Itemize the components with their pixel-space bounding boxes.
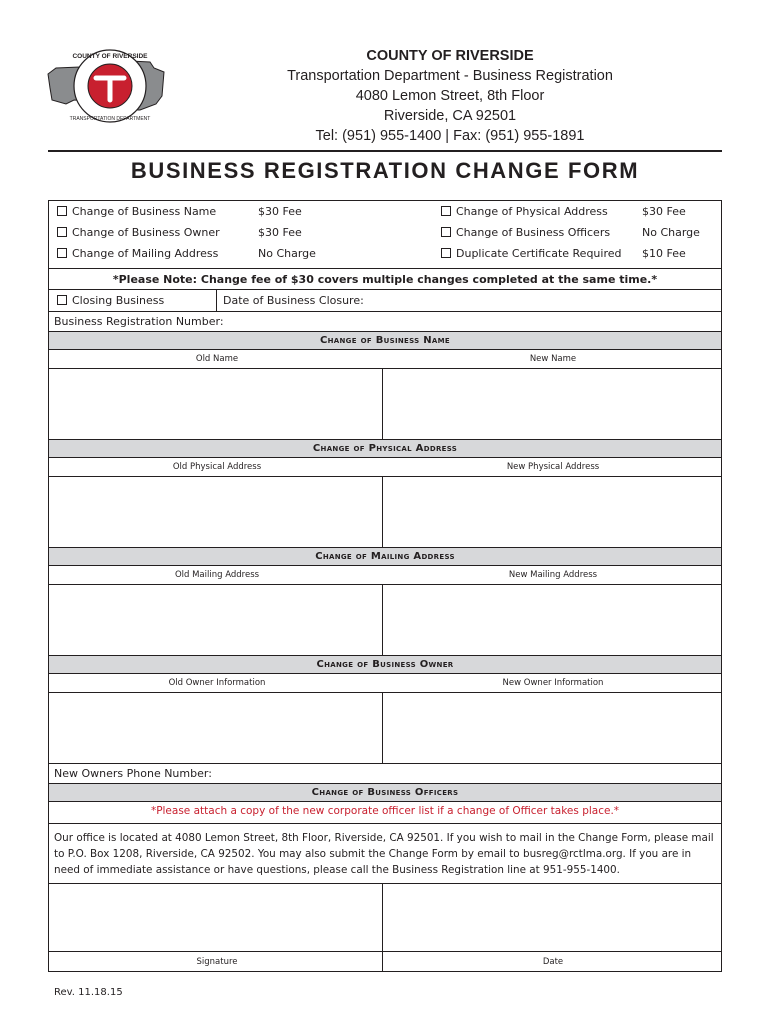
checkbox-icon[interactable] bbox=[57, 295, 67, 305]
department-name: Transportation Department - Business Registration bbox=[287, 68, 613, 84]
signature-label: Signature bbox=[196, 957, 238, 967]
agency-name: COUNTY OF RIVERSIDE bbox=[366, 48, 534, 64]
checkbox-icon[interactable] bbox=[441, 206, 451, 216]
section-business-owner bbox=[49, 655, 721, 674]
checkbox-icon[interactable] bbox=[57, 206, 67, 216]
option-duplicate-certificate[interactable] bbox=[441, 247, 622, 260]
officer-note: *Please attach a copy of the new corporate officer list if a change of Officer takes place.* bbox=[150, 805, 620, 817]
section-title: Change of Physical Address bbox=[312, 443, 458, 454]
owner-field-divider bbox=[382, 692, 383, 763]
fee-mailing-address: No Charge bbox=[258, 247, 316, 260]
option-label: Duplicate Certificate Required bbox=[456, 247, 622, 260]
revision-label: Rev. 11.18.15 bbox=[54, 987, 123, 998]
checkbox-icon[interactable] bbox=[57, 248, 67, 258]
section-business-name bbox=[49, 331, 721, 350]
section-mailing-address bbox=[49, 547, 721, 566]
mailing-instructions: Our office is located at 4080 Lemon Street, 8th Floor, Riverside, CA 92501. If you wish to mail in the Change Form, please mail to P.O. Box 1208, Riverside, CA 92502. You may also submit the Change Form by email to busreg@rctlma.org. If you are in need of immediate assistance or have questions, please call the Business Registration line at 951-955-1400. bbox=[54, 832, 714, 876]
option-business-name[interactable] bbox=[57, 205, 216, 218]
new-physical-label: New Physical Address bbox=[506, 462, 600, 472]
checkbox-icon[interactable] bbox=[441, 227, 451, 237]
section-business-officers bbox=[49, 783, 721, 802]
form-box bbox=[48, 200, 722, 972]
registration-number-label: Business Registration Number: bbox=[54, 315, 224, 328]
seal-text-bottom: TRANSPORTATION DEPARTMENT bbox=[69, 116, 151, 122]
new-name-label: New Name bbox=[529, 354, 577, 364]
option-business-officers[interactable] bbox=[441, 226, 610, 239]
option-physical-address[interactable] bbox=[441, 205, 608, 218]
contact-line: Tel: (951) 955-1400 | Fax: (951) 955-1891 bbox=[315, 128, 585, 144]
new-mailing-label: New Mailing Address bbox=[508, 570, 598, 580]
county-seal-logo bbox=[46, 44, 168, 128]
name-field-divider bbox=[382, 368, 383, 439]
option-label: Change of Physical Address bbox=[456, 205, 608, 218]
fee-note: *Please Note: Change fee of $30 covers multiple changes completed at the same time.* bbox=[112, 273, 658, 286]
fee-business-name: $30 Fee bbox=[258, 205, 302, 218]
fee-business-owner: $30 Fee bbox=[258, 226, 302, 239]
section-title: Change of Business Owner bbox=[316, 659, 454, 670]
header-rule bbox=[48, 150, 722, 152]
option-label: Change of Mailing Address bbox=[72, 247, 219, 260]
new-owner-label: New Owner Information bbox=[502, 678, 604, 688]
option-label: Change of Business Officers bbox=[456, 226, 611, 239]
option-label: Change of Business Owner bbox=[72, 226, 220, 239]
old-owner-label: Old Owner Information bbox=[168, 678, 266, 688]
date-label: Date bbox=[542, 957, 564, 967]
section-title: Change of Business Name bbox=[320, 335, 450, 346]
closing-business-option[interactable] bbox=[57, 294, 164, 307]
closure-date-label: Date of Business Closure: bbox=[223, 294, 364, 307]
section-physical-address bbox=[49, 439, 721, 458]
closing-business-label: Closing Business bbox=[72, 294, 165, 307]
section-title: Change of Mailing Address bbox=[315, 551, 455, 562]
checkbox-icon[interactable] bbox=[441, 248, 451, 258]
fee-duplicate-certificate: $10 Fee bbox=[642, 247, 686, 260]
form-title: BUSINESS REGISTRATION CHANGE FORM bbox=[130, 158, 640, 183]
old-physical-label: Old Physical Address bbox=[172, 462, 262, 472]
section-title: Change of Business Officers bbox=[311, 787, 459, 798]
option-label: Change of Business Name bbox=[72, 205, 217, 218]
option-mailing-address[interactable] bbox=[57, 247, 218, 260]
new-owner-phone-label: New Owners Phone Number: bbox=[54, 767, 212, 780]
seal-text-top: COUNTY OF RIVERSIDE bbox=[72, 53, 148, 60]
option-business-owner[interactable] bbox=[57, 226, 220, 239]
fee-physical-address: $30 Fee bbox=[642, 205, 686, 218]
mailing-field-divider bbox=[382, 584, 383, 655]
city-address: Riverside, CA 92501 bbox=[383, 108, 517, 124]
physical-field-divider bbox=[382, 476, 383, 547]
checkbox-icon[interactable] bbox=[57, 227, 67, 237]
fee-business-officers: No Charge bbox=[642, 226, 700, 239]
street-address: 4080 Lemon Street, 8th Floor bbox=[355, 88, 545, 104]
old-name-label: Old Name bbox=[195, 354, 239, 364]
old-mailing-label: Old Mailing Address bbox=[174, 570, 260, 580]
